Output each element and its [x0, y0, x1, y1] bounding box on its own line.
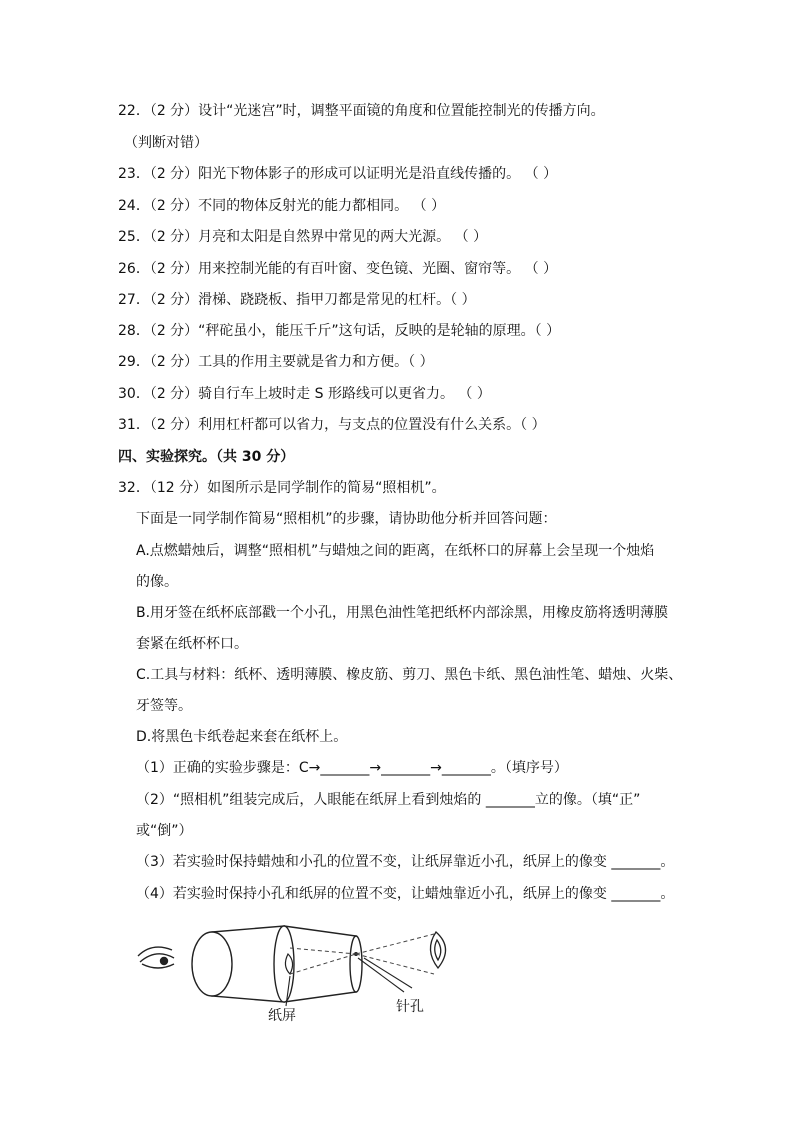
question-28: 28．（2 分）“秤砣虽小，能压千斤”这句话，反映的是轮轴的原理。（ ） — [118, 323, 561, 339]
sub-question-1: （1）正确的实验步骤是：C→_______→_______→_______。（填序号） — [136, 760, 568, 776]
step-b: B.用牙签在纸杯底部戳一个小孔，用黑色油性笔把纸杯内部涂黑，用橡皮筋将透明薄膜 — [136, 605, 669, 621]
question-29: 29．（2 分）工具的作用主要就是省力和方便。（ ） — [118, 354, 434, 370]
section-heading: 四、实验探究。（共 30 分） — [118, 449, 295, 465]
question-32-title: 32．（12 分）如图所示是同学制作的简易“照相机”。 — [118, 480, 446, 496]
question-26: 26．（2 分）用来控制光能的有百叶窗、变色镜、光圈、窗帘等。 （ ） — [118, 261, 558, 277]
step-a: A.点燃蜡烛后，调整“照相机”与蜡烛之间的距离，在纸杯口的屏幕上会呈现一个烛焰 — [136, 543, 655, 559]
step-c-cont: 牙签等。 — [136, 698, 192, 714]
question-22-cont: （判断对错） — [124, 135, 208, 151]
sub-question-3: （3）若实验时保持蜡烛和小孔的位置不变，让纸屏靠近小孔，纸屏上的像变 _______。 — [136, 854, 675, 870]
sub-question-2-cont: 或“倒”） — [136, 823, 193, 839]
step-d: D.将黑色卡纸卷起来套在纸杯上。 — [136, 729, 348, 745]
question-30: 30．（2 分）骑自行车上坡时走 S 形路线可以更省力。 （ ） — [118, 386, 491, 402]
step-a-cont: 的像。 — [136, 574, 178, 590]
step-b-cont: 套紧在纸杯杯口。 — [136, 636, 248, 652]
sub-question-4: （4）若实验时保持小孔和纸屏的位置不变，让蜡烛靠近小孔，纸屏上的像变 _______。 — [136, 886, 675, 902]
card-tube — [192, 926, 284, 1002]
step-c: C.工具与材料：纸杯、透明薄膜、橡皮筋、剪刀、黑色卡纸、黑色油性笔、蜡烛、火柴、 — [136, 667, 683, 683]
question-24: 24．（2 分）不同的物体反射光的能力都相同。 （ ） — [118, 198, 446, 214]
candle-flame-icon — [430, 932, 445, 968]
question-25: 25．（2 分）月亮和太阳是自然界中常见的两大光源。 （ ） — [118, 229, 488, 245]
question-23: 23．（2 分）阳光下物体影子的形成可以证明光是沿直线传播的。 （ ） — [118, 166, 558, 182]
label-paper-screen: 纸屏 — [268, 1008, 296, 1024]
pinhole-camera-figure — [134, 912, 474, 1032]
question-32-intro: 下面是一同学制作简易“照相机”的步骤，请协助他分析并回答问题： — [136, 511, 557, 527]
question-31: 31．（2 分）利用杠杆都可以省力，与支点的位置没有什么关系。（ ） — [118, 417, 546, 433]
question-27: 27．（2 分）滑梯、跷跷板、指甲刀都是常见的杠杆。（ ） — [118, 292, 476, 308]
sub-question-2: （2）“照相机”组装完成后，人眼能在纸屏上看到烛焰的 _______立的像。（填“正” — [136, 792, 641, 808]
label-pinhole: 针孔 — [396, 999, 424, 1015]
question-22: 22．（2 分）设计“光迷宫”时，调整平面镜的角度和位置能控制光的传播方向。 — [118, 103, 605, 119]
eye-icon — [138, 947, 174, 968]
